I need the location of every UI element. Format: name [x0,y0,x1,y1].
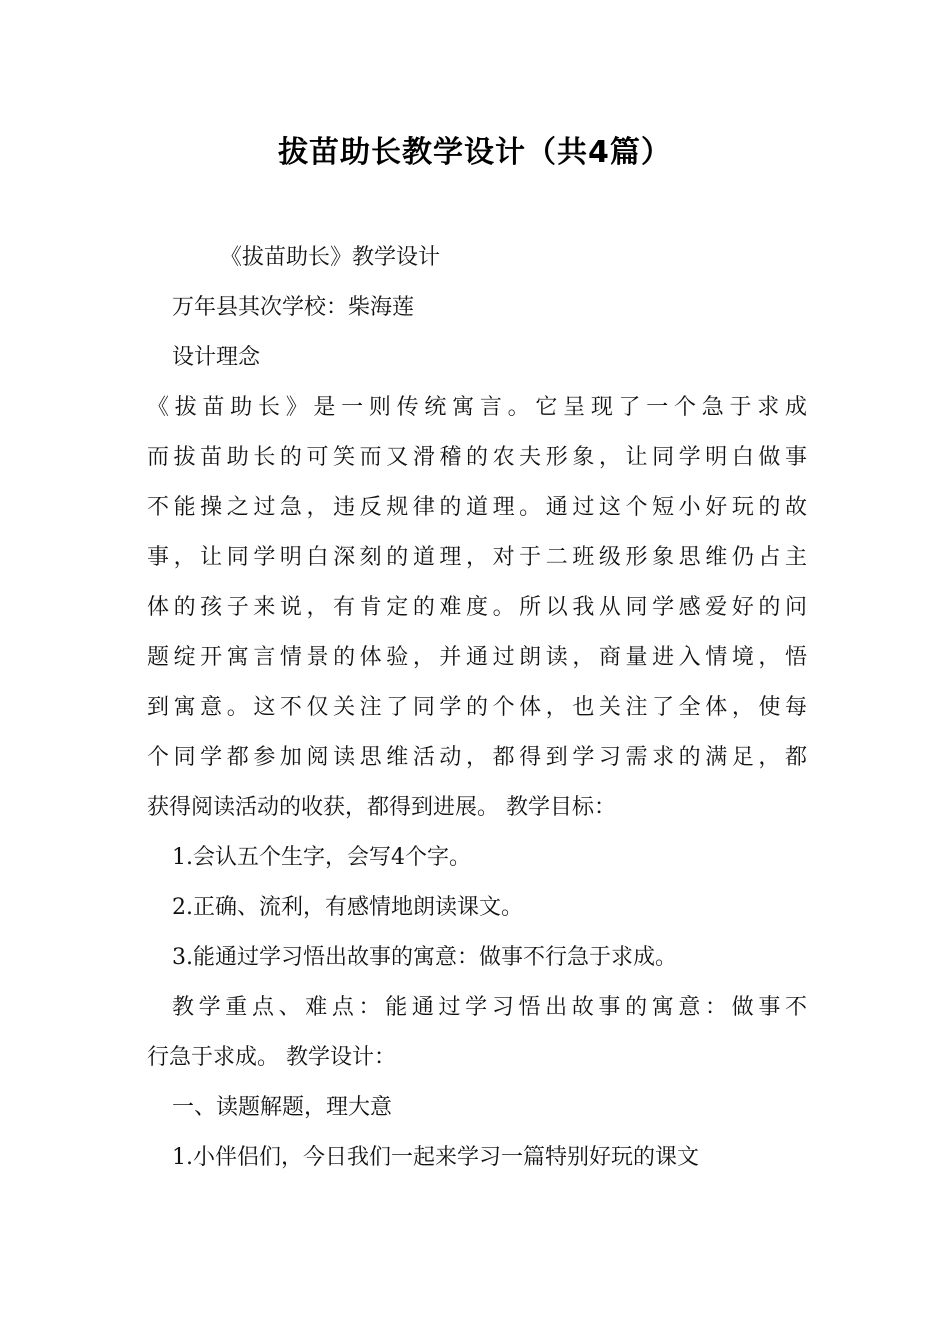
objective-item: 3.能通过学习悟出故事的寓意：做事不行急于求成。 [172,945,677,970]
subtitle-line: 《拔苗助长》教学设计 [220,245,441,270]
objective-item: 2.正确、流利，有感情地朗读课文。 [172,895,523,920]
objective-item: 1.会认五个生字，会写4个字。 [172,845,471,870]
paragraph-line: 体的孩子来说，有肯定的难度。所以我从同学感爱好的问 [147,595,807,620]
document-body [147,233,807,1183]
author-line: 万年县其次学校：柴海莲 [172,295,415,320]
section-heading: 一、读题解题，理大意 [172,1095,393,1120]
paragraph-line: 到寓意。这不仅关注了同学的个体，也关注了全体，使每 [147,695,807,720]
paragraph-line: 个同学都参加阅读思维活动，都得到学习需求的满足，都 [147,745,807,770]
section-heading: 设计理念 [172,345,261,370]
paragraph-line: 而拔苗助长的可笑而又滑稽的农夫形象，让同学明白做事 [147,445,807,470]
paragraph-line: 1.小伴侣们，今日我们一起来学习一篇特别好玩的课文 [172,1145,699,1170]
paragraph-line: 事，让同学明白深刻的道理，对于二班级形象思维仍占主 [147,545,807,570]
paragraph-line: 行急于求成。 教学设计： [147,1045,396,1070]
paragraph-line: 《拔苗助长》是一则传统寓言。它呈现了一个急于求成 [147,395,807,420]
paragraph-line: 不能操之过急，违反规律的道理。通过这个短小好玩的故 [147,495,807,520]
paragraph-line: 教学重点、难点：能通过学习悟出故事的寓意：做事不 [172,995,807,1020]
document-title: 拔苗助长教学设计（共4篇） [278,135,672,170]
paragraph-line: 题绽开寓言情景的体验，并通过朗读，商量进入情境，悟 [147,645,807,670]
paragraph-line: 获得阅读活动的收获，都得到进展。 教学目标： [147,795,616,820]
